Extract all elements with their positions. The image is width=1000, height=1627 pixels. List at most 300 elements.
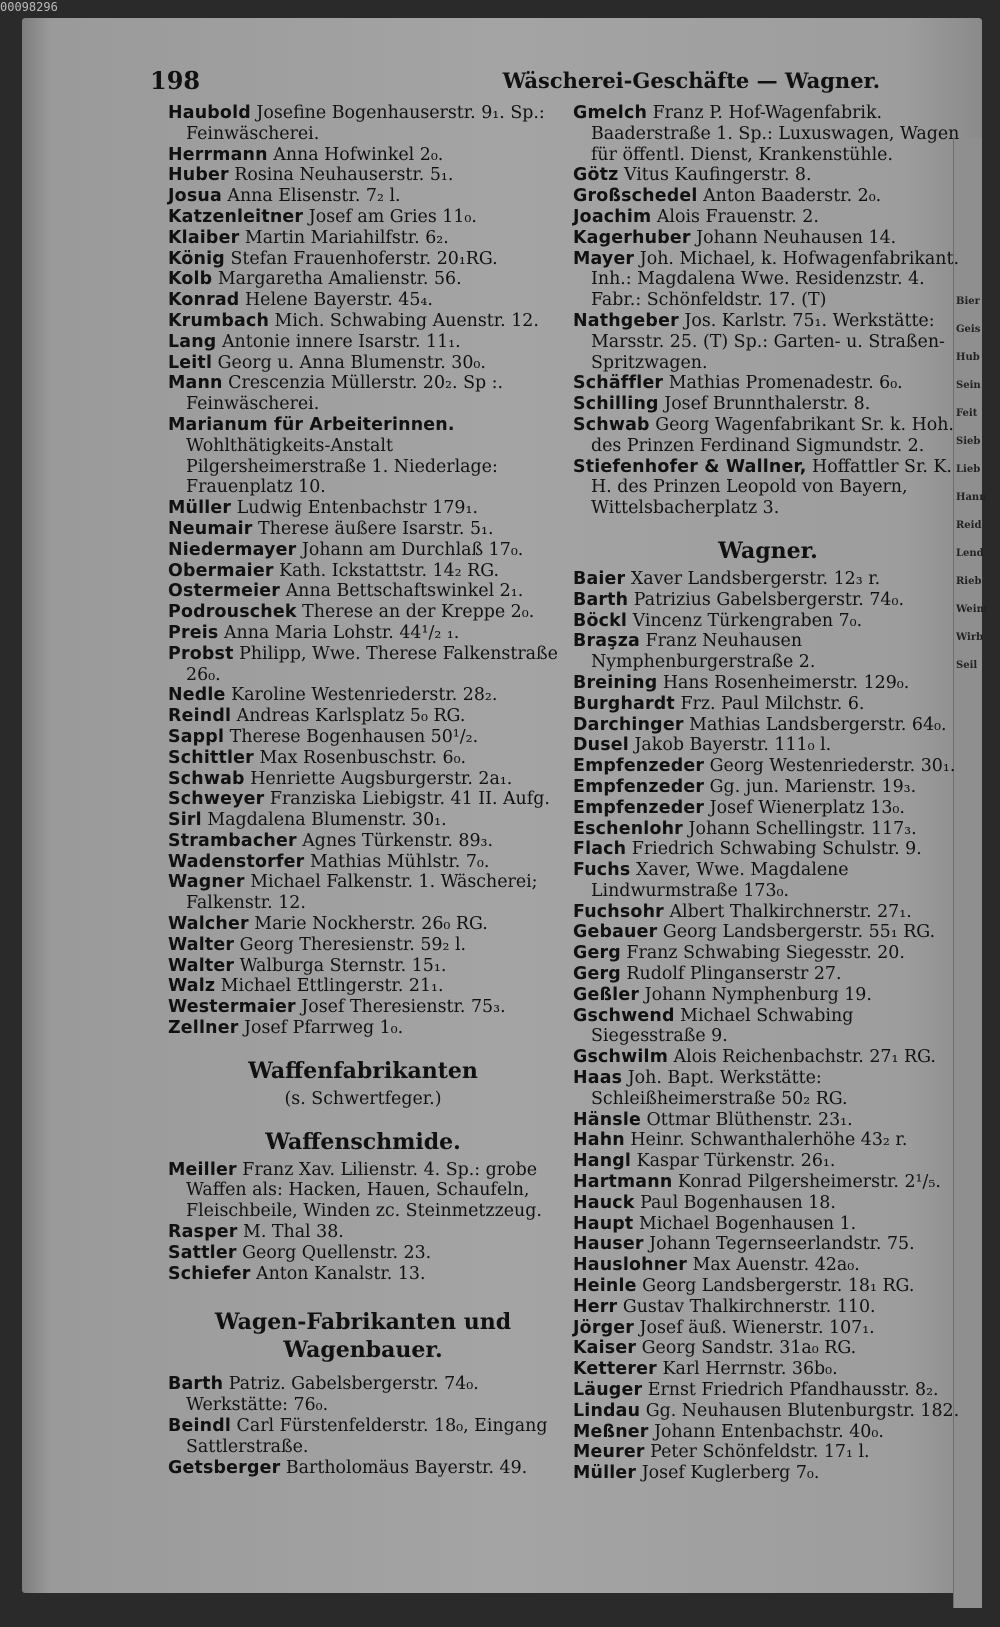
entry-name: Gschwilm <box>573 1047 669 1068</box>
directory-entry <box>168 810 558 831</box>
entry-details: Margaretha Amalienstr. 56. <box>212 269 462 290</box>
entry-name: Krumbach <box>168 310 270 331</box>
entry-details: Patriz. Gabelsbergerstr. 74₀. Werkstätte: 76₀. <box>186 1374 479 1416</box>
entry-name: Preis <box>168 622 219 643</box>
entry-name: Böckl <box>573 610 628 631</box>
wagen-entry-list <box>168 1374 558 1478</box>
entry-details: Michael Falkenstr. 1. Wäscherei; Falkenstr. 12. <box>186 872 538 914</box>
adjacent-page-fragment: Sieb <box>956 436 981 447</box>
directory-entry <box>573 1006 963 1048</box>
directory-entry <box>573 860 963 902</box>
directory-entry <box>573 922 963 943</box>
entry-details: Kath. Ickstattstr. 14₂ RG. <box>273 560 500 581</box>
directory-entry <box>573 590 963 611</box>
entry-details: Carl Fürstenfelderstr. 18₀, Eingang Sattlerstraße. <box>186 1416 548 1457</box>
directory-entry <box>573 985 963 1006</box>
entry-name: Huber <box>168 165 229 186</box>
entry-name: Schwab <box>573 414 650 435</box>
entry-details: Kaspar Türkenstr. 26₁. <box>631 1151 836 1172</box>
entry-name: Darchinger <box>573 714 684 735</box>
entry-details: Patrizius Gabelsbergerstr. 74₀. <box>628 589 904 610</box>
directory-entry <box>573 1463 963 1484</box>
entry-details: Rudolf Plinganserstr 27. <box>620 964 842 985</box>
entry-details: Walburga Sternstr. 15₁. <box>234 955 447 976</box>
directory-entry <box>168 373 558 415</box>
directory-entry <box>168 540 558 561</box>
waffenschmide-entry-list <box>168 1160 558 1285</box>
entry-details: Georg Sandstr. 31a₀ RG. <box>636 1338 857 1359</box>
adjacent-page-fragment: Weim <box>956 604 988 615</box>
entry-details: Josef Brunnthalerstr. 8. <box>658 394 871 415</box>
entry-details: Franz Schwabing Siegesstr. 20. <box>620 943 905 964</box>
directory-entry <box>168 186 558 207</box>
entry-name: Meßner <box>573 1421 649 1442</box>
directory-entry <box>168 976 558 997</box>
entry-name: Geßler <box>573 984 640 1005</box>
directory-entry <box>168 207 558 228</box>
entry-name: Braşza <box>573 631 640 652</box>
entry-name: Müller <box>573 1463 637 1484</box>
entry-name: Kaiser <box>573 1338 637 1359</box>
entry-name: Sirl <box>168 810 202 831</box>
entry-details: Georg u. Anna Blumenstr. 30₀. <box>212 352 486 373</box>
directory-entry <box>573 902 963 923</box>
entry-details: Ottmar Blüthenstr. 23₁. <box>640 1109 853 1130</box>
entry-name: Empfenzeder <box>573 776 705 797</box>
directory-entry <box>168 831 558 852</box>
entry-name: Kagerhuber <box>573 227 691 248</box>
entry-details: Jos. Karlstr. 75₁. Werkstätte: Marsstr. 25. (T) Sp.: Garten- u. Straßen-Spritzwagen. <box>591 310 945 373</box>
directory-entry <box>168 581 558 602</box>
directory-entry <box>573 1318 963 1339</box>
entry-details: Crescenzia Müllerstr. 20₂. Sp :. Feinwäscherei. <box>186 373 504 415</box>
entry-name: Getsberger <box>168 1457 281 1478</box>
directory-entry <box>573 756 963 777</box>
directory-entry <box>573 165 963 186</box>
entry-name: Obermaier <box>168 560 274 581</box>
entry-name: Herr <box>573 1296 618 1317</box>
entry-details: Therese äußere Isarstr. 5₁. <box>252 518 494 539</box>
adjacent-page-fragment: Wirb <box>956 632 984 643</box>
entry-details: Vincenz Türkengraben 7₀. <box>627 610 863 631</box>
entry-name: Barth <box>168 1374 224 1395</box>
directory-entry <box>168 228 558 249</box>
entry-name: Haubold <box>168 103 251 123</box>
entry-details: Paul Bogenhausen 18. <box>634 1192 836 1213</box>
entry-name: Breining <box>573 672 658 693</box>
entry-details: Johann Nymphenburg 19. <box>639 984 872 1005</box>
directory-entry <box>168 165 558 186</box>
directory-entry <box>168 1374 558 1416</box>
entry-details: Henriette Augsburgerstr. 2a₁. <box>244 768 513 789</box>
directory-entry <box>573 1401 963 1422</box>
entry-details: Joh. Michael, k. Hofwagenfabrikant. Inh.: Magdalena Wwe. Residenzstr. 4. Fabr.: Schönfeldstr. 17. (T) <box>591 248 960 311</box>
entry-name: Flach <box>573 839 627 860</box>
entry-name: Walter <box>168 934 235 955</box>
entry-details: Karoline Westenriederstr. 28₂. <box>225 685 498 706</box>
entry-name: Schilling <box>573 394 659 415</box>
directory-entry <box>573 715 963 736</box>
entry-name: Rasper <box>168 1222 238 1243</box>
section-heading-wagner: Wagner. <box>718 537 818 564</box>
directory-entry <box>573 186 963 207</box>
entry-details: Georg Westenriederstr. 30₁. <box>704 756 956 777</box>
entry-name: Hauser <box>573 1234 644 1255</box>
directory-entry <box>168 1160 558 1222</box>
entry-details: Josef Kuglerberg 7₀. <box>636 1463 820 1484</box>
directory-entry <box>168 353 558 374</box>
entry-details: Mathias Mühlstr. 7₀. <box>304 851 490 872</box>
directory-entry <box>168 311 558 332</box>
directory-entry <box>573 1234 963 1255</box>
adjacent-page-fragment: Rieb <box>956 576 982 587</box>
entry-name: Lang <box>168 331 217 352</box>
directory-entry <box>573 1297 963 1318</box>
directory-entry <box>168 103 558 145</box>
entry-details: Johann Entenbachstr. 40₀. <box>648 1421 884 1442</box>
adjacent-page-fragment: Seil <box>956 660 978 671</box>
directory-entry <box>573 1130 963 1151</box>
directory-entry <box>573 1214 963 1235</box>
section-heading-waffenfabrikanten: Waffenfabrikanten <box>248 1057 478 1084</box>
directory-entry <box>573 777 963 798</box>
entry-details: Heinr. Schwanthalerhöhe 43₂ r. <box>624 1130 908 1151</box>
directory-entry <box>573 207 963 228</box>
directory-entry <box>573 694 963 715</box>
page-header <box>150 60 950 100</box>
entry-details: Gg. jun. Marienstr. 19₃. <box>704 776 917 797</box>
entry-name: Burghardt <box>573 693 675 714</box>
entry-name: Gerg <box>573 964 621 985</box>
entry-details: Agnes Türkenstr. 89₃. <box>296 830 494 851</box>
entry-details: Vitus Kaufingerstr. 8. <box>618 165 812 186</box>
entry-name: Schäffler <box>573 373 664 394</box>
entry-details: Georg Landsbergerstr. 18₁ RG. <box>636 1276 915 1297</box>
entry-name: Westermaier <box>168 997 296 1018</box>
entry-details: Anna Bettschaftswinkel 2₁. <box>280 581 524 602</box>
wagner-entry-list <box>573 569 963 1484</box>
entry-name: Mayer <box>573 248 635 269</box>
entry-name: Podrouschek <box>168 602 297 623</box>
adjacent-page-fragment: Geis <box>956 324 981 335</box>
entry-name: Haas <box>573 1068 623 1089</box>
entry-name: Hauck <box>573 1192 635 1213</box>
entry-details: Michael Schwabing Siegesstraße 9. <box>591 1005 854 1047</box>
entry-name: Eschenlohr <box>573 818 683 839</box>
entry-details: Helene Bayerstr. 45₄. <box>239 290 433 311</box>
directory-entry <box>168 935 558 956</box>
directory-entry <box>573 1110 963 1131</box>
entry-details: Franz Neuhausen Nymphenburgerstraße 2. <box>591 631 816 673</box>
entry-details: Ernst Friedrich Pfandhausstr. 8₂. <box>642 1380 939 1401</box>
adjacent-page-fragment: Lend <box>956 548 984 559</box>
entry-details: Max Rosenbuschstr. 6₀. <box>253 747 467 768</box>
right-entry-list <box>573 103 963 519</box>
entry-details: Magdalena Blumenstr. 30₁. <box>201 810 447 831</box>
entry-name: Barth <box>573 589 629 610</box>
directory-entry <box>573 631 963 673</box>
section-heading-waffenschmide: Waffenschmide. <box>265 1128 461 1155</box>
entry-details: Anton Kanalstr. 13. <box>250 1263 426 1284</box>
entry-name: Empfenzeder <box>573 797 705 818</box>
entry-details: Rosina Neuhauserstr. 5₁. <box>228 165 454 186</box>
entry-name: Josua <box>168 186 222 207</box>
entry-details: Bartholomäus Bayerstr. 49. <box>280 1457 528 1478</box>
entry-name: Ostermeier <box>168 581 281 602</box>
directory-entry <box>573 311 963 373</box>
left-column <box>168 103 558 1478</box>
entry-name: Hahn <box>573 1130 625 1151</box>
directory-entry <box>573 1380 963 1401</box>
entry-name: Fuchsohr <box>573 901 664 922</box>
entry-details: Friedrich Schwabing Schulstr. 9. <box>626 839 922 860</box>
entry-name: Gschwend <box>573 1005 675 1026</box>
entry-details: Alois Frauenstr. 2. <box>651 206 819 227</box>
entry-name: Hartmann <box>573 1172 673 1193</box>
entry-details: Mathias Landsbergerstr. 64₀. <box>683 714 947 735</box>
entry-details: Johann Neuhausen 14. <box>690 227 897 248</box>
entry-name: Strambacher <box>168 830 297 851</box>
entry-details: Michael Bogenhausen 1. <box>633 1213 857 1234</box>
directory-entry <box>168 1018 558 1039</box>
entry-details: Stefan Frauenhoferstr. 20₁RG. <box>224 248 498 269</box>
directory-entry <box>573 1442 963 1463</box>
entry-name: Jörger <box>573 1317 635 1338</box>
entry-name: Klaiber <box>168 227 240 248</box>
entry-details: Martin Mariahilfstr. 6₂. <box>239 227 449 248</box>
directory-entry <box>573 394 963 415</box>
directory-entry <box>168 748 558 769</box>
entry-name: Niedermayer <box>168 539 297 560</box>
entry-details: Anna Elisenstr. 7₂ l. <box>221 186 401 207</box>
directory-entry <box>573 1255 963 1276</box>
entry-name: Gebauer <box>573 922 658 943</box>
entry-details: Hans Rosenheimerstr. 129₀. <box>657 672 910 693</box>
directory-entry <box>168 1222 558 1243</box>
entry-details: Johann Tegernseerlandstr. 75. <box>643 1234 915 1255</box>
directory-entry <box>573 735 963 756</box>
directory-entry <box>573 457 963 519</box>
entry-details: Ludwig Entenbachstr 179₁. <box>231 498 478 519</box>
directory-entry <box>168 249 558 270</box>
entry-name: König <box>168 248 225 269</box>
entry-details: Gustav Thalkirchnerstr. 110. <box>617 1296 876 1317</box>
entry-name: Hänsle <box>573 1109 641 1130</box>
entry-details: Andreas Karlsplatz 5₀ RG. <box>231 706 466 727</box>
directory-entry <box>573 103 963 165</box>
directory-entry <box>168 498 558 519</box>
directory-entry <box>168 769 558 790</box>
directory-entry <box>573 415 963 457</box>
directory-entry <box>168 145 558 166</box>
directory-entry <box>573 1172 963 1193</box>
directory-entry <box>573 798 963 819</box>
directory-entry <box>573 1047 963 1068</box>
entry-details: Xaver Landsbergerstr. 12₃ r. <box>625 568 881 589</box>
entry-name: Großschedel <box>573 186 698 207</box>
directory-entry <box>168 956 558 977</box>
entry-name: Gmelch <box>573 103 648 123</box>
entry-name: Schittler <box>168 747 254 768</box>
directory-entry <box>168 997 558 1018</box>
scan-id: 00098296 <box>0 0 58 14</box>
entry-details: Johann Schellingstr. 117₃. <box>682 818 917 839</box>
directory-entry <box>573 611 963 632</box>
entry-name: Kolb <box>168 269 213 290</box>
directory-entry <box>168 415 558 498</box>
directory-entry <box>573 1338 963 1359</box>
directory-entry <box>573 228 963 249</box>
entry-details: Anton Baaderstr. 2₀. <box>697 186 882 207</box>
running-title: Wäscherei-Geschäfte — Wagner. <box>502 67 880 93</box>
directory-entry <box>573 569 963 590</box>
entry-details: Josefine Bogenhauserstr. 9₁. Sp.: Feinwäscherei. <box>186 103 545 144</box>
entry-details: Konrad Pilgersheimerstr. 2¹/₅. <box>672 1172 941 1193</box>
adjacent-page-fragment: Hann <box>956 492 987 503</box>
entry-details: Gg. Neuhausen Blutenburgstr. 182. <box>640 1400 960 1421</box>
entry-details: Philipp, Wwe. Therese Falkenstraße 26₀. <box>186 643 558 685</box>
entry-details: M. Thal 38. <box>237 1222 344 1243</box>
directory-entry <box>168 706 558 727</box>
entry-details: Marie Nockherstr. 26₀ RG. <box>248 914 488 935</box>
entry-details: Max Auenstr. 42a₀. <box>687 1255 860 1276</box>
directory-entry <box>573 1359 963 1380</box>
section-heading-wagen-fabrikanten: Wagen-Fabrikanten und Wagenbauer. <box>214 1309 512 1364</box>
entry-details: Mathias Promenadestr. 6₀. <box>663 373 903 394</box>
entry-name: Hauslohner <box>573 1255 688 1276</box>
entry-name: Sappl <box>168 726 225 747</box>
directory-entry <box>573 673 963 694</box>
entry-details: Georg Quellenstr. 23. <box>236 1242 432 1263</box>
adjacent-page-fragment: Bier <box>956 296 980 307</box>
directory-entry <box>168 290 558 311</box>
directory-entry <box>573 839 963 860</box>
entry-details: Josef äuß. Wienerstr. 107₁. <box>634 1317 875 1338</box>
entry-details: Alois Reichenbachstr. 27₁ RG. <box>668 1047 936 1068</box>
entry-details: Frz. Paul Milchstr. 6. <box>674 693 865 714</box>
left-entry-list <box>168 103 558 1039</box>
directory-entry <box>573 1193 963 1214</box>
directory-entry <box>573 1422 963 1443</box>
entry-name: Neumair <box>168 518 253 539</box>
entry-details: Josef Theresienstr. 75₃. <box>295 997 506 1018</box>
entry-name: Müller <box>168 498 232 519</box>
entry-details: Josef am Gries 11₀. <box>303 206 477 227</box>
entry-name: Empfenzeder <box>573 756 705 777</box>
entry-details: Georg Theresienstr. 59₂ l. <box>234 934 467 955</box>
entry-name: Nedle <box>168 685 226 706</box>
entry-details: Therese Bogenhausen 50¹/₂. <box>224 726 479 747</box>
entry-name: Schweyer <box>168 789 265 810</box>
entry-name: Läuger <box>573 1380 643 1401</box>
entry-name: Joachim <box>573 206 652 227</box>
directory-entry <box>573 373 963 394</box>
entry-name: Meurer <box>573 1442 645 1463</box>
entry-name: Walcher <box>168 914 249 935</box>
entry-name: Herrmann <box>168 144 268 165</box>
entry-details: Hoffattler Sr. K. H. des Prinzen Leopold von Bayern, Wittelsbacherplatz 3. <box>591 456 952 519</box>
entry-name: Hangl <box>573 1151 632 1172</box>
entry-name: Reindl <box>168 706 232 727</box>
entry-details: Antonie innere Isarstr. 11₁. <box>216 331 461 352</box>
directory-entry <box>573 1276 963 1297</box>
entry-name: Ketterer <box>573 1359 657 1380</box>
directory-entry <box>168 602 558 623</box>
entry-name: Nathgeber <box>573 310 679 331</box>
directory-entry <box>168 519 558 540</box>
entry-name: Götz <box>573 165 619 186</box>
directory-entry <box>168 269 558 290</box>
directory-entry <box>573 1151 963 1172</box>
directory-entry <box>573 964 963 985</box>
entry-details: Jakob Bayerstr. 111₀ l. <box>628 735 832 756</box>
directory-entry <box>168 852 558 873</box>
entry-name: Probst <box>168 643 234 664</box>
entry-details: Franz P. Hof-Wagenfabrik. Baaderstraße 1. Sp.: Luxuswagen, Wagen für öffentl. Dienst, Krankenstühle. <box>591 103 960 165</box>
entry-name: Meiller <box>168 1159 237 1180</box>
entry-name: Dusel <box>573 735 629 756</box>
entry-details: Franz Xav. Lilienstr. 4. Sp.: grobe Waffen als: Hacken, Hauen, Schaufeln, Fleischbeile, Winden zc. Steinmetzzeug. <box>186 1159 542 1222</box>
entry-name: Fuchs <box>573 860 631 881</box>
entry-details: Josef Wienerplatz 13₀. <box>704 797 905 818</box>
directory-entry <box>168 685 558 706</box>
directory-entry <box>168 914 558 935</box>
entry-name: Wadenstorfer <box>168 851 305 872</box>
entry-name: Zellner <box>168 1018 239 1039</box>
entry-details: Franziska Liebigstr. 41 II. Aufg. <box>264 789 550 810</box>
entry-details: Xaver, Wwe. Magdalene Lindwurmstraße 173₀. <box>591 860 849 901</box>
directory-entry <box>573 1068 963 1110</box>
adjacent-page-fragment: Hub <box>956 352 980 363</box>
directory-entry <box>168 727 558 748</box>
entry-name: Baier <box>573 568 626 589</box>
directory-entry <box>168 1416 558 1458</box>
directory-entry <box>168 1458 558 1479</box>
entry-name: Gerg <box>573 943 621 964</box>
entry-name: Haupt <box>573 1213 634 1234</box>
entry-details: Therese an der Kreppe 2₀. <box>296 602 535 623</box>
entry-name: Wagner <box>168 872 245 893</box>
entry-name: Marianum für Arbeiterinnen. <box>168 414 455 435</box>
entry-name: Leitl <box>168 352 213 373</box>
entry-details: Mich. Schwabing Auenstr. 12. <box>269 310 539 331</box>
directory-entry <box>168 332 558 353</box>
right-column <box>573 103 963 1484</box>
entry-name: Katzenleitner <box>168 206 304 227</box>
adjacent-page-fragment: Sein <box>956 380 981 391</box>
entry-details: Anna Hofwinkel 2₀. <box>267 144 444 165</box>
entry-details: Johann am Durchlaß 17₀. <box>296 539 524 560</box>
directory-entry <box>168 644 558 686</box>
directory-entry <box>573 249 963 311</box>
entry-name: Schwab <box>168 768 245 789</box>
entry-name: Walz <box>168 976 216 997</box>
directory-entry <box>168 1243 558 1264</box>
entry-details: Wohlthätigkeits-Anstalt Pilgersheimerstraße 1. Niederlage: Frauenplatz 10. <box>186 435 498 498</box>
entry-name: Schiefer <box>168 1263 251 1284</box>
page-number: 198 <box>150 65 201 95</box>
section-note: (s. Schwertfeger.) <box>284 1088 442 1109</box>
entry-details: Georg Wagenfabrikant Sr. k. Hoh. des Prinzen Ferdinand Sigmundstr. 2. <box>591 414 954 456</box>
entry-details: Josef Pfarrweg 1₀. <box>238 1018 404 1039</box>
entry-details: Peter Schönfeldstr. 17₁ l. <box>644 1442 870 1463</box>
entry-name: Lindau <box>573 1400 641 1421</box>
directory-entry <box>573 943 963 964</box>
directory-entry <box>168 561 558 582</box>
directory-entry <box>168 623 558 644</box>
directory-entry <box>168 789 558 810</box>
entry-name: Mann <box>168 373 223 394</box>
